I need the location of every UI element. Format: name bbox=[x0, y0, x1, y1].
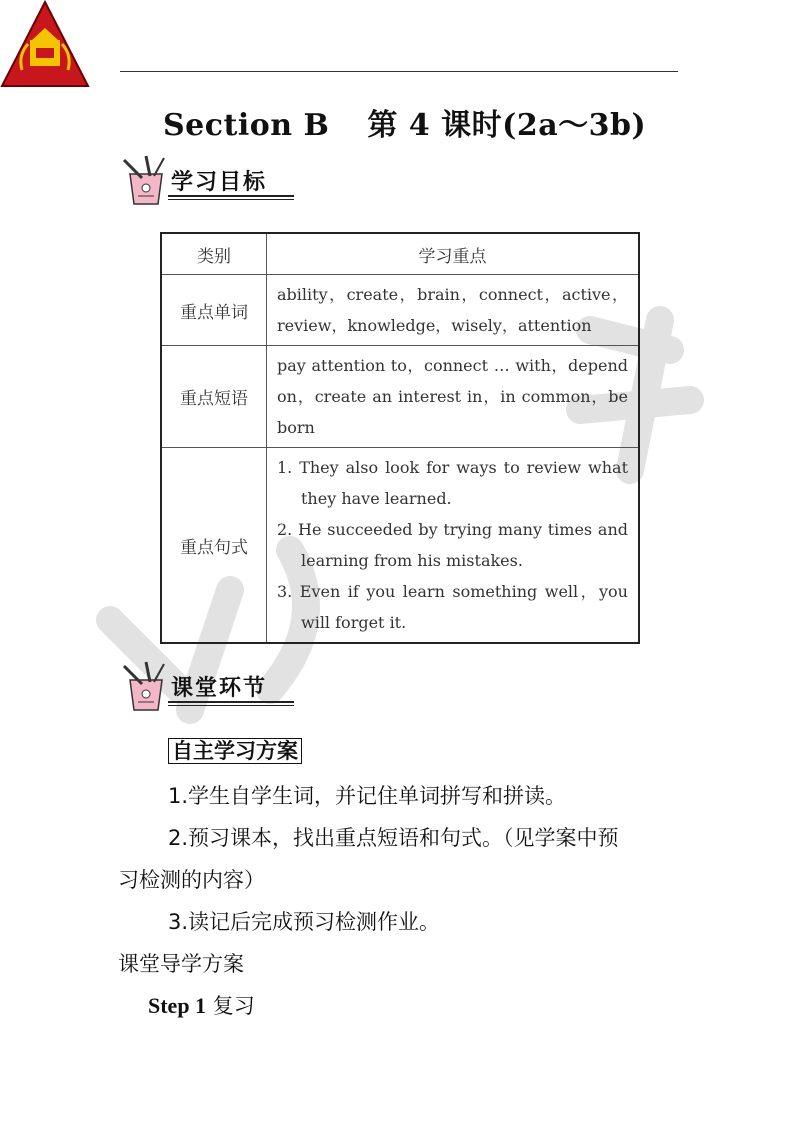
publisher-logo bbox=[0, 0, 90, 88]
section-heading-class: 课堂环节 bbox=[116, 658, 301, 714]
table-row bbox=[161, 346, 639, 448]
header-rule bbox=[120, 71, 678, 72]
page-title: Section B 第 4 课时(2a～3b) bbox=[163, 108, 647, 143]
paragraph: 2.预习课本，找出重点短语和句式。（见学案中预 bbox=[168, 826, 619, 850]
section-heading-goals: 学习目标 bbox=[116, 152, 301, 208]
paragraph: 习检测的内容） bbox=[118, 868, 265, 892]
sentence-item: 2. He succeeded by trying many times and learning from his mistakes. bbox=[277, 520, 628, 570]
sentence-item: 3. Even if you learn something well，you will forget it. bbox=[277, 582, 628, 632]
step-heading: Step 1 复习 bbox=[148, 993, 255, 1018]
column-header-focus: 学习重点 bbox=[267, 233, 640, 275]
paragraph: 1.学生自学生词，并记住单词拼写和拼读。 bbox=[168, 784, 567, 808]
paragraph: 3.读记后完成预习检测作业。 bbox=[168, 910, 441, 934]
table-header-row bbox=[161, 233, 639, 275]
category-cell: 重点短语 bbox=[161, 346, 267, 448]
pen-holder-icon bbox=[116, 152, 176, 208]
content-cell bbox=[267, 448, 640, 644]
table-row bbox=[161, 275, 639, 346]
pen-holder-icon bbox=[116, 658, 176, 714]
sentence-item: 1. They also look for ways to review what they have learned. bbox=[277, 458, 628, 508]
content-cell: ability，create，brain，connect，active，review，knowledge，wisely，attention bbox=[267, 275, 640, 346]
column-header-category: 类别 bbox=[161, 233, 267, 275]
table-row bbox=[161, 448, 639, 644]
content-cell: pay attention to，connect … with，depend on，create an interest in，in common，be born bbox=[267, 346, 640, 448]
category-cell: 重点单词 bbox=[161, 275, 267, 346]
guide-heading: 课堂导学方案 bbox=[118, 952, 244, 976]
self-study-heading: 自主学习方案 bbox=[168, 735, 302, 765]
category-cell: 重点句式 bbox=[161, 448, 267, 644]
study-goals-table bbox=[160, 232, 640, 644]
